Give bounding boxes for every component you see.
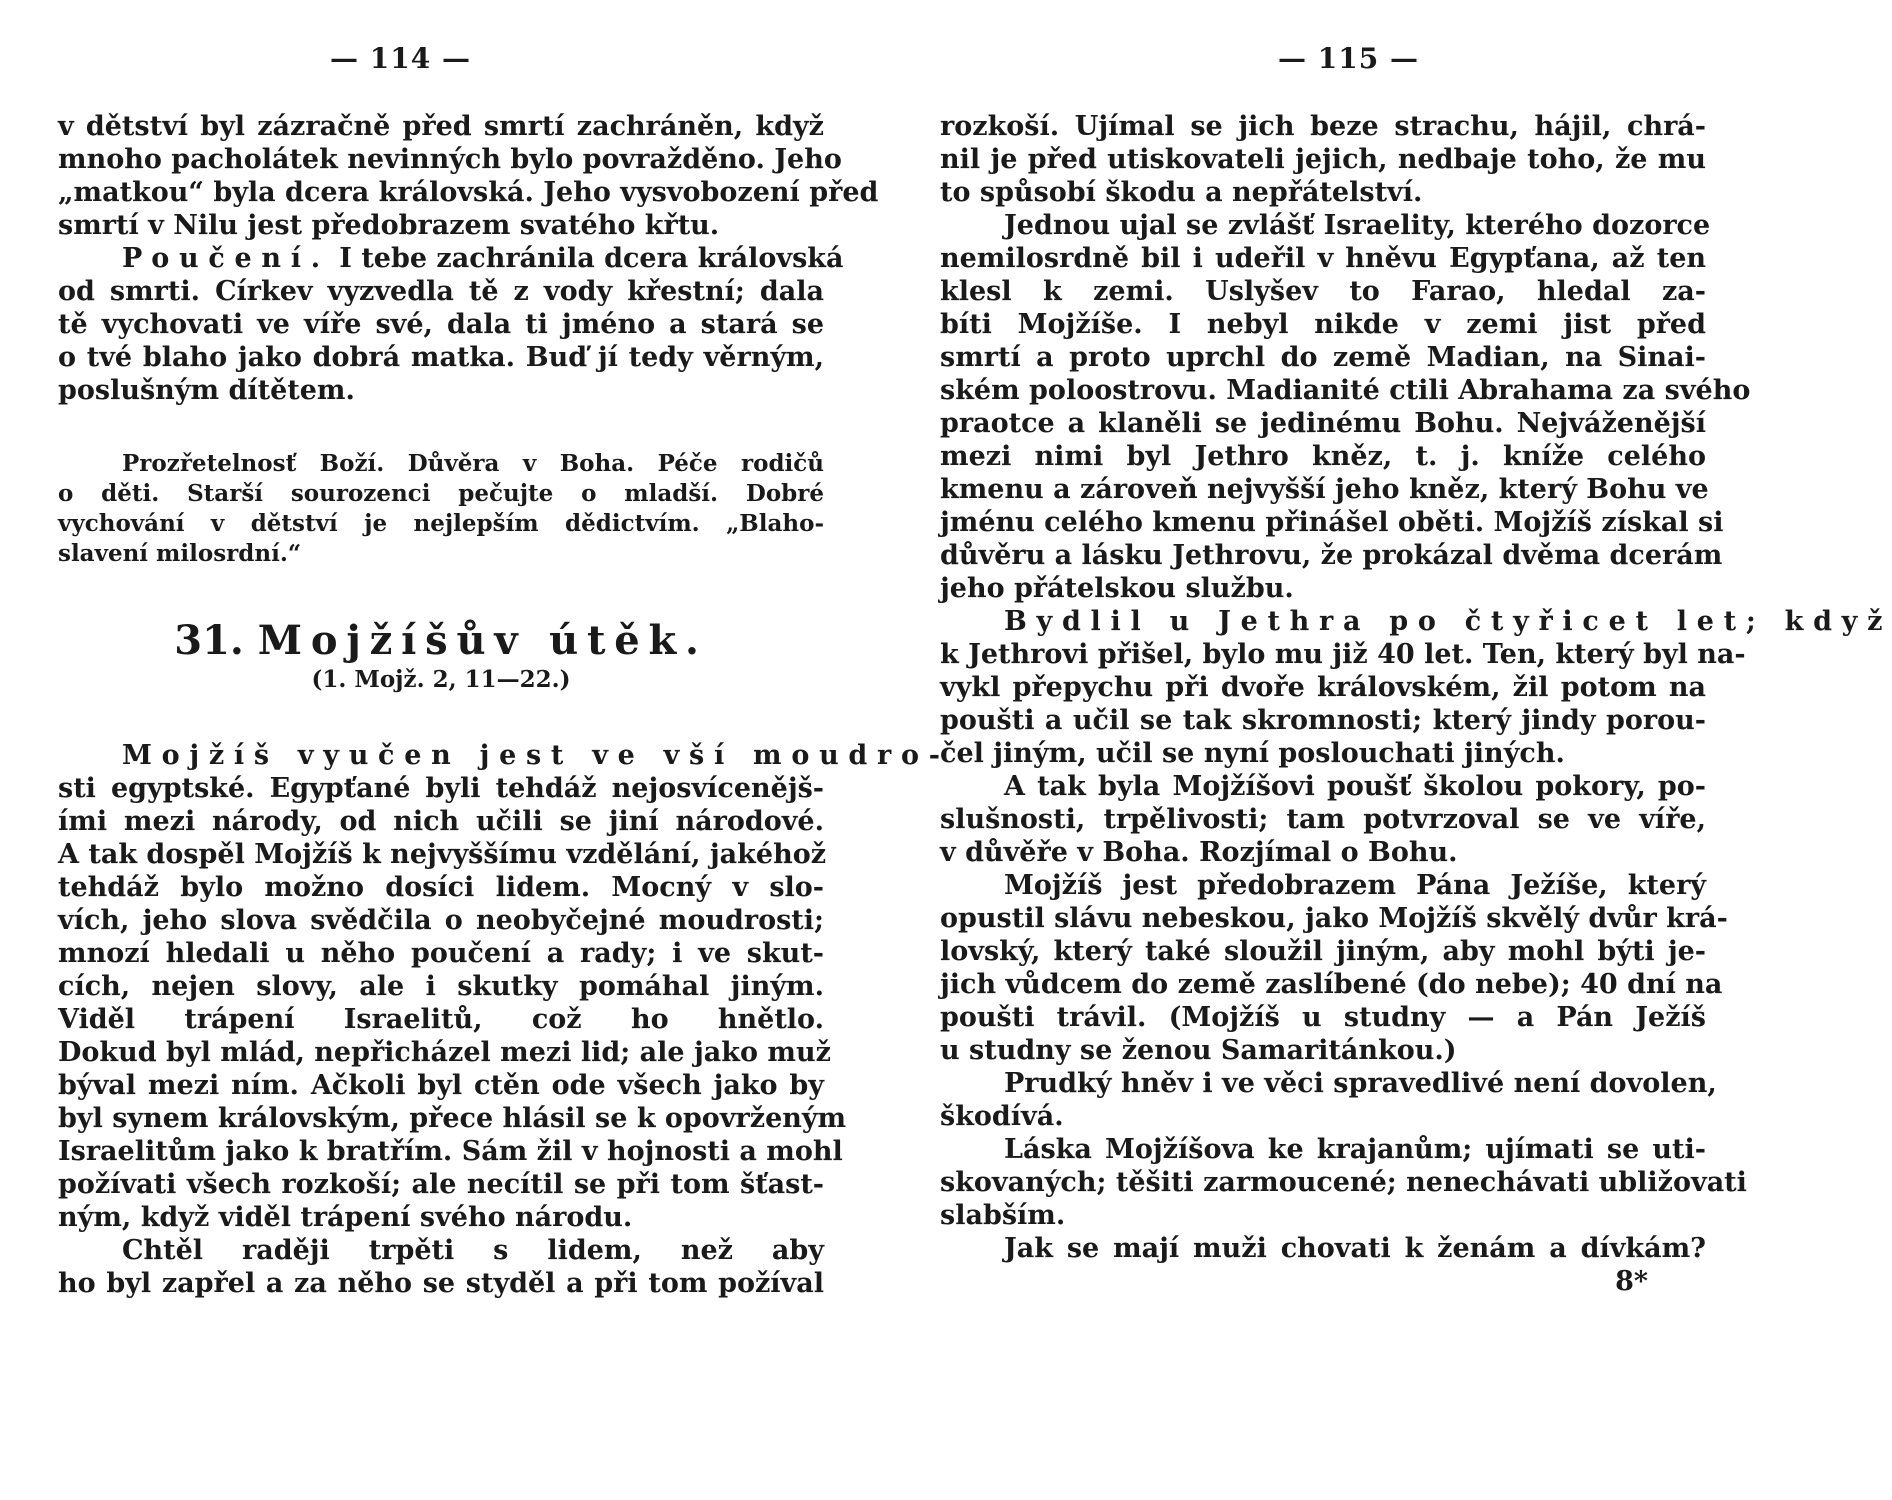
note-line: slavení milosrdní.“	[58, 540, 302, 567]
text-line: cích, nejen slovy, ale i skutky pomáhal jiným.	[58, 971, 824, 1002]
text-line: bíti Mojžíše. I nebyl nikde v zemi jist před	[940, 309, 1706, 340]
text-line: rozkoší. Ujímal se jich beze strachu, hájil, chrá-	[940, 111, 1706, 142]
text-line: vykl přepychu při dvoře královském, žil potom na	[940, 672, 1706, 703]
text-line: poušti trávil. (Mojžíš u studny — a Pán Ježíš	[940, 1002, 1706, 1033]
text-line: mnoho pacholátek nevinných bylo povražděno. Jeho	[58, 144, 842, 175]
body-paragraph-2	[58, 1234, 824, 1300]
text-line: Prudký hněv i ve věci spravedlivé není dovolen,	[1004, 1068, 1717, 1099]
text-line: k Jethrovi přišel, bylo mu již 40 let. Ten, který byl na-	[940, 639, 1746, 670]
text-line: Chtěl raději trpěti s lidem, než aby	[122, 1235, 824, 1266]
text-line: Viděl trápení Israelitů, což ho hnětlo.	[58, 1004, 824, 1035]
text-line: od smrti. Církev vyzvedla tě z vody křestní; dala	[58, 276, 824, 307]
text-line: A tak byla Mojžíšovi poušť školou pokory, po-	[1004, 771, 1706, 802]
text-line: ími mezi národy, od nich učili se jiní národové.	[58, 806, 824, 837]
text-line: čel jiným, učil se nyní poslouchati jiných.	[940, 738, 1565, 769]
body-paragraph-3	[940, 605, 1892, 770]
pouceni-label: Poučení.	[122, 243, 330, 274]
text-line: slušnosti, trpělivosti; tam potvrzoval se ve víře,	[940, 804, 1706, 835]
text-line: „matkou“ byla dcera královská. Jeho vysvobození před	[58, 177, 879, 208]
text-line: klesl k zemi. Uslyšev to Farao, hledal za-	[940, 276, 1706, 307]
text-line: skovaných; těšiti zarmoucené; nenechávati ubližovati	[940, 1167, 1747, 1198]
text-line: mezi nimi byl Jethro kněz, t. j. kníže celého	[940, 441, 1706, 472]
text-line: tě vychovati ve víře své, dala ti jméno a stará se	[58, 309, 824, 340]
text-line: tehdáž bylo možno dosíci lidem. Mocný v slo-	[58, 872, 824, 903]
body-paragraph-5	[940, 869, 1728, 1067]
text-line: požívati všech rozkoší; ale necítil se při tom šťast-	[58, 1169, 824, 1200]
body-paragraph-1	[940, 110, 1706, 209]
page-number-right: — 115 —	[1278, 42, 1419, 75]
note-line: o děti. Starší sourozenci pečujte o mladší. Dobré	[58, 480, 824, 507]
text-line: poslušným dítětem.	[58, 375, 355, 406]
spaced-text: Bydlil u Jethra po čtyřicet let; když	[1004, 606, 1892, 637]
chapter-title: Mojžíšův útěk.	[257, 617, 708, 664]
body-paragraph-1	[58, 739, 950, 1234]
body-paragraph-4	[940, 770, 1706, 869]
text-line: opustil slávu nebeskou, jako Mojžíš skvělý dvůr krá-	[940, 903, 1728, 934]
chapter-number: 31.	[174, 617, 244, 664]
text-line: Israelitům jako k bratřím. Sám žil v hojnosti a mohl	[58, 1136, 843, 1167]
text-line: jménu celého kmenu přinášel oběti. Mojžíš získal si	[940, 507, 1724, 538]
text-line: důvěru a lásku Jethrovu, že prokázal dvěma dcerám	[940, 540, 1723, 571]
pouceni-paragraph	[58, 242, 844, 407]
note-line: Prozřetelnosť Boží. Důvěra v Boha. Péče rodičů	[122, 450, 824, 477]
text-line: ným, když viděl trápení svého národu.	[58, 1202, 633, 1233]
text-line: jeho přátelskou službu.	[940, 573, 1294, 604]
text-line: nil je před utiskovateli jejich, nedbaje toho, že mu	[940, 144, 1706, 175]
text-line: slabším.	[940, 1200, 1066, 1231]
spaced-text: Mojžíš vyučen jest ve vší moudro-	[122, 740, 950, 771]
text-line: lovský, který také sloužil jiným, aby mohl býti je-	[940, 936, 1706, 967]
text-line: A tak dospěl Mojžíš k nejvyššímu vzdělání, jakéhož	[58, 839, 827, 870]
text-line: jich vůdcem do země zaslíbené (do nebe); 40 dní na	[940, 969, 1723, 1000]
text-line: Mojžíš jest předobrazem Pána Ježíše, který	[1004, 870, 1706, 901]
text-line	[58, 242, 844, 275]
note-paragraph	[58, 449, 824, 569]
lesson-paragraph-1	[940, 1067, 1717, 1133]
text-line: býval mezi ním. Ačkoli byl ctěn ode všech jako by	[58, 1070, 824, 1101]
text-line: sti egyptské. Egypťané byli tehdáž nejosvícenějš-	[58, 773, 824, 804]
body-paragraph-2	[940, 209, 1751, 605]
text-line: Jednou ujal se zvlášť Israelity, kterého dozorce	[1004, 210, 1711, 241]
left-page	[58, 110, 950, 1300]
text-line: Dokud byl mlád, nepřicházel mezi lid; ale jako muž	[58, 1037, 831, 1068]
text-line	[940, 605, 1892, 638]
text-line: kmenu a zároveň nejvyšší jeho kněz, který Bohu ve	[940, 474, 1709, 505]
pouceni-text: I tebe zachránila dcera královská	[339, 243, 844, 274]
text-line: praotce a klaněli se jedinému Bohu. Nejváženější	[940, 408, 1706, 439]
text-line: nemilosrdně bil i udeřil v hněvu Egypťana, až ten	[940, 243, 1706, 274]
page-number-left: — 114 —	[330, 42, 471, 75]
chapter-heading	[58, 619, 824, 663]
text-line: smrtí a proto uprchl do země Madian, na Sinai-	[940, 342, 1706, 373]
text-line: ho byl zapřel a za něho se styděl a při tom požíval	[58, 1268, 824, 1299]
text-line: v důvěře v Boha. Rozjímal o Bohu.	[940, 837, 1458, 868]
right-page	[940, 110, 1892, 1298]
intro-paragraph	[58, 110, 879, 242]
text-line: o tvé blaho jako dobrá matka. Buď jí tedy věrným,	[58, 342, 824, 373]
text-line: škodívá.	[940, 1101, 1064, 1132]
text-line: byl synem královským, přece hlásil se k opovrženým	[58, 1103, 847, 1134]
text-line: vích, jeho slova svědčila o neobyčejné moudrosti;	[58, 905, 824, 936]
text-line: mnozí hledali u něho poučení a rady; i ve skut-	[58, 938, 824, 969]
question-paragraph	[940, 1232, 1706, 1265]
note-line: vychování v dětství je nejlepším dědictvím. „Blaho-	[58, 510, 824, 537]
text-line: v dětství byl zázračně před smrtí zachráněn, když	[58, 111, 824, 142]
text-line: Jak se mají muži chovati k ženám a dívkám?	[1004, 1233, 1706, 1264]
chapter-reference: (1. Mojž. 2, 11—22.)	[311, 666, 571, 693]
text-line: u studny se ženou Samaritánkou.)	[940, 1035, 1457, 1066]
text-line	[58, 739, 950, 772]
text-line: ském poloostrovu. Madianité ctili Abrahama za svého	[940, 375, 1751, 406]
text-line: smrtí v Nilu jest předobrazem svatého křtu.	[58, 210, 720, 241]
text-line: poušti a učil se tak skromnosti; který jindy porou-	[940, 705, 1706, 736]
text-line: to spůsobí škodu a nepřátelství.	[940, 177, 1423, 208]
text-line: Láska Mojžíšova ke krajanům; ujímati se uti-	[1004, 1134, 1706, 1165]
signature-mark: 8*	[1615, 1266, 1648, 1297]
lesson-paragraph-2	[940, 1133, 1747, 1232]
